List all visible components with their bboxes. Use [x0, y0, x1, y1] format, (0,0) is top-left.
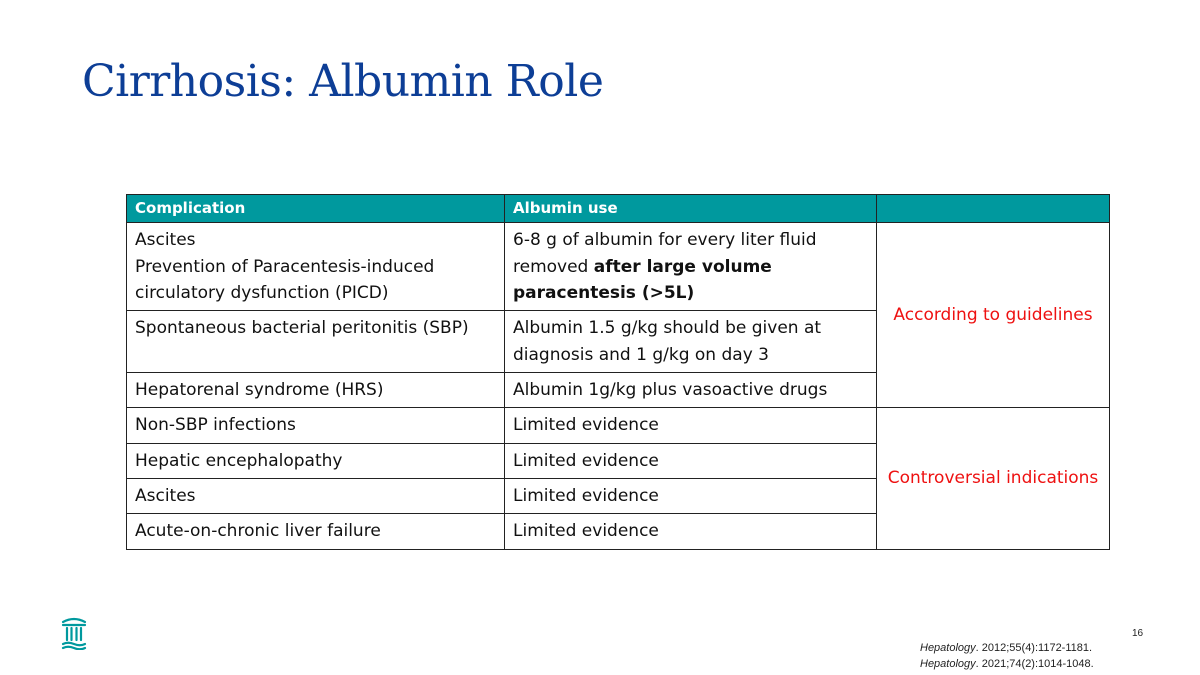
guidelines-note: According to guidelines — [877, 223, 1110, 408]
complication-cell: Ascites — [127, 479, 505, 514]
albumin-use-line: diagnosis and 1 g/kg on day 3 — [513, 344, 769, 365]
reference-citation: . 2012;55(4):1172-1181. — [975, 642, 1093, 654]
albumin-table — [126, 194, 1110, 550]
complication-cell: Non-SBP infections — [127, 408, 505, 443]
albumin-use-text: removed — [513, 256, 594, 277]
albumin-use-cell: Limited evidence — [505, 443, 877, 478]
building-columns-icon — [61, 614, 87, 650]
slide-title: Cirrhosis: Albumin Role — [82, 56, 604, 107]
table-header-row — [127, 195, 1110, 223]
complication-cell: Hepatic encephalopathy — [127, 443, 505, 478]
controversial-note: Controversial indications — [877, 408, 1110, 549]
albumin-use-cell: Limited evidence — [505, 514, 877, 549]
reference-journal: Hepatology — [920, 642, 976, 654]
complication-cell — [127, 223, 505, 311]
header-albumin-use: Albumin use — [505, 195, 877, 223]
albumin-use-cell: Limited evidence — [505, 408, 877, 443]
header-complication: Complication — [127, 195, 505, 223]
complication-cell: Hepatorenal syndrome (HRS) — [127, 372, 505, 407]
table-row — [127, 223, 1110, 311]
table-row — [127, 408, 1110, 443]
references — [920, 640, 1094, 672]
albumin-use-line: Albumin 1.5 g/kg should be given at — [513, 318, 822, 339]
reference-journal: Hepatology — [920, 658, 976, 670]
albumin-use-cell — [505, 311, 877, 373]
complication-line: Ascites — [135, 230, 196, 251]
reference-item — [920, 656, 1094, 672]
albumin-use-emphasis: after large volume — [593, 256, 772, 277]
complication-line: Prevention of Paracentesis-induced — [135, 256, 435, 277]
albumin-use-cell: Limited evidence — [505, 479, 877, 514]
albumin-use-line — [513, 254, 868, 280]
albumin-use-emphasis: paracentesis (>5L) — [513, 282, 695, 303]
albumin-use-line: 6-8 g of albumin for every liter fluid — [513, 230, 817, 251]
complication-line: circulatory dysfunction (PICD) — [135, 282, 389, 303]
albumin-use-cell: Albumin 1g/kg plus vasoactive drugs — [505, 372, 877, 407]
complication-cell: Acute-on-chronic liver failure — [127, 514, 505, 549]
page-number: 16 — [1132, 628, 1144, 639]
reference-citation: . 2021;74(2):1014-1048. — [975, 658, 1094, 670]
albumin-use-cell — [505, 223, 877, 311]
complication-cell: Spontaneous bacterial peritonitis (SBP) — [127, 311, 505, 373]
reference-item — [920, 640, 1094, 656]
header-note — [877, 195, 1110, 223]
